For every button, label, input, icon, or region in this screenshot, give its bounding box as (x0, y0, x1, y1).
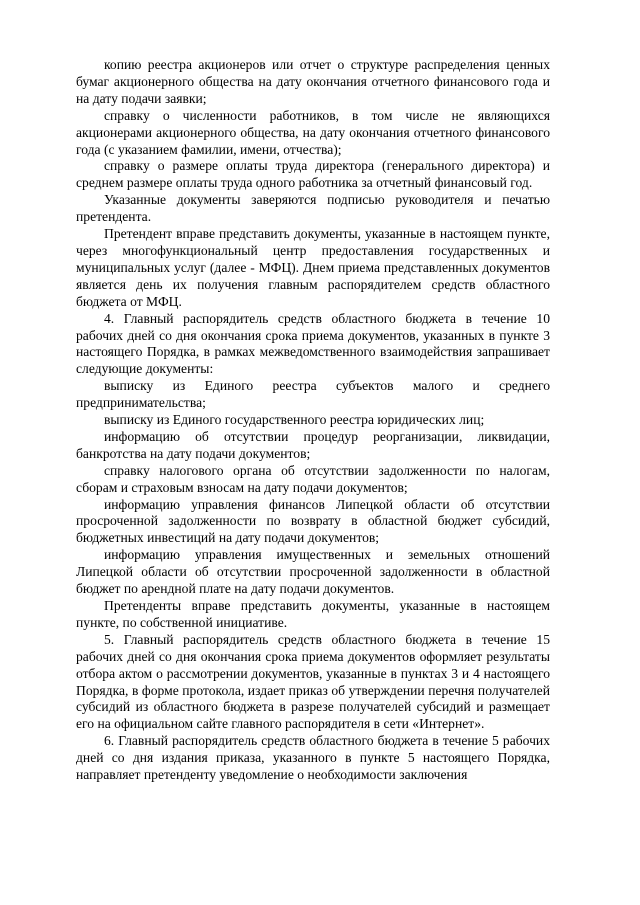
paragraph-certification: Указанные документы заверяются подписью руководителя и печатью претендента. (76, 192, 550, 225)
paragraph-no-bankruptcy-info: информацию об отсутствии процедур реорганизации, ликвидации, банкротства на дату подачи документов; (76, 428, 550, 461)
paragraph-shareholder-register: копию реестра акционеров или отчет о структуре распределения ценных бумаг акционерного общества на дату окончания отчетного финансового года и на дату подачи заявки; (76, 57, 550, 106)
paragraph-item-4: 4. Главный распорядитель средств областного бюджета в течение 10 рабочих дней со дня окончания срока приема документов, указанных в пункте 3 настоящего Порядка, в рамках межведомственного взаимодействия запрашивает следующие документы: (76, 310, 550, 377)
paragraph-tax-certificate: справку налогового органа об отсутствии задолженности по налогам, сборам и страховым взносам на дату подачи документов; (76, 462, 550, 495)
paragraph-legal-entities-extract: выписку из Единого государственного реестра юридических лиц; (104, 412, 485, 428)
paragraph-mfc-submission: Претендент вправе представить документы, указанные в настоящем пункте, через многофункциональный центр предоставления государственных и муниципальных услуг (далее - МФЦ). Днем приема представленных документов является день их получения главным распорядителем средств областного бюджета от МФЦ. (76, 226, 550, 309)
paragraph-salary-certificate: справку о размере оплаты труда директора (генерального директора) и среднем размере оплаты труда одного работника за отчетный финансовый год. (76, 158, 550, 191)
paragraph-own-initiative: Претенденты вправе представить документы, указанные в настоящем пункте, по собственной инициативе. (76, 598, 550, 630)
paragraph-property-department-info: информацию управления имущественных и земельных отношений Липецкой области об отсутствии просроченной задолженности в областной бюджет по арендной плате на дату подачи документов. (76, 547, 550, 597)
paragraph-item-6: 6. Главный распорядитель средств областного бюджета в течение 5 рабочих дней со дня издания приказа, указанного в пункте 5 настоящего Порядка, направляет претенденту уведомление о необходимости заключения (76, 733, 550, 783)
document-page (76, 57, 550, 784)
paragraph-finance-department-info: информацию управления финансов Липецкой области об отсутствии просроченной задолженности по возврату в областной бюджет субсидий, бюджетных инвестиций на дату подачи документов; (76, 496, 550, 546)
paragraph-item-5: 5. Главный распорядитель средств областного бюджета в течение 15 рабочих дней со дня окончания срока приема документов оформляет результаты отбора актом о рассмотрении документов, указанные в пунктах 3 и 4 настоящего Порядка, в форме протокола, издает приказ об утверждении перечня получателей субсидий из областного бюджета в разрезе получателей субсидий и размещает его на официальном сайте главного распорядителя в сети «Интернет». (76, 631, 550, 732)
paragraph-sme-registry-extract: выписку из Единого реестра субъектов малого и среднего предпринимательства; (76, 378, 550, 411)
paragraph-employee-count: справку о численности работников, в том числе не являющихся акционерами акционерного общества, на дату окончания отчетного финансового года (с указанием фамилии, имени, отчества); (76, 107, 550, 157)
